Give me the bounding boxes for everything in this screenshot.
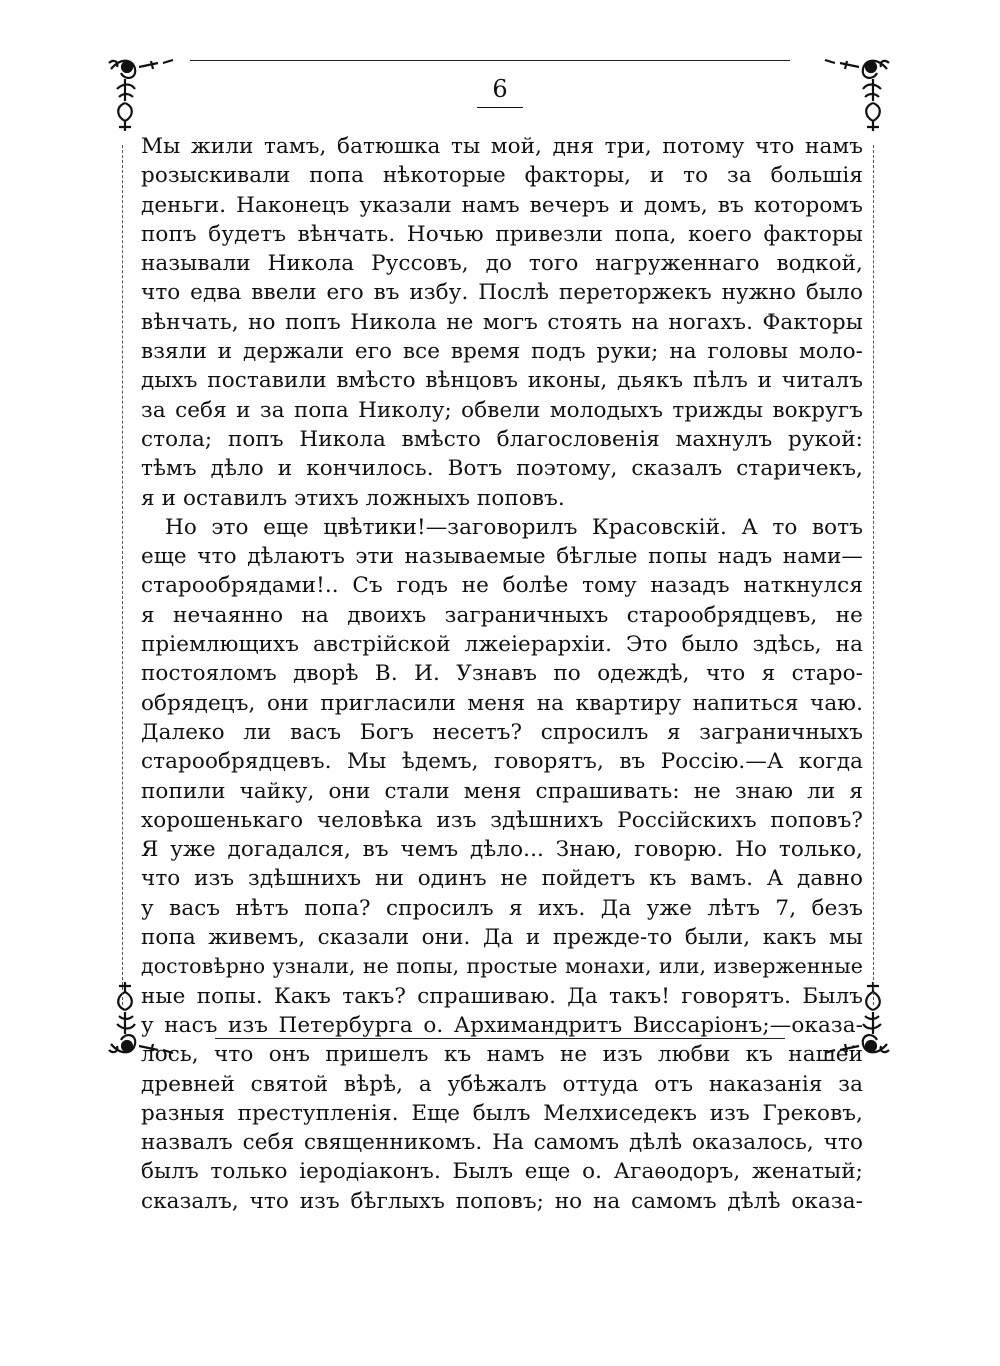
text-line: обрядецъ, они пригласили меня на квартиру напиться чаю.: [141, 690, 863, 716]
text-line: разныя преступленія. Еще былъ Мелхиседекъ изъ Грековъ,: [141, 1100, 863, 1126]
text-line: у насъ изъ Петербурга о. Архимандритъ Виссаріонъ;—оказа-: [141, 1012, 863, 1038]
text-line: Далеко ли васъ Богъ несетъ? спросилъ я заграничныхъ: [141, 719, 863, 745]
text-line: дыхъ поставили вмѣсто вѣнцовъ иконы, дьякъ пѣлъ и читалъ: [141, 368, 863, 394]
text-line: назвалъ себя священникомъ. На самомъ дѣлѣ оказалось, что: [141, 1130, 863, 1156]
text-line: вѣнчать, но попъ Никола не могъ стоять на ногахъ. Факторы: [141, 309, 863, 335]
text-line: постояломъ дворѣ В. И. Узнавъ по одеждѣ, что я старо-: [141, 661, 863, 687]
right-border-rule: [873, 145, 874, 1005]
page-number-underline: [477, 107, 523, 108]
text-line: лось, что онъ пришелъ къ намъ не изъ любви къ нашей: [141, 1042, 863, 1068]
text-line: что едва ввели его въ избу. Послѣ переторжекъ нужно было: [141, 280, 863, 306]
text-line: что изъ здѣшнихъ ни одинъ не пойдетъ къ вамъ. А давно: [141, 866, 863, 892]
text-line: Я уже догадался, въ чемъ дѣло... Знаю, говорю. Но только,: [141, 837, 863, 863]
text-line: пріемлющихъ австрійской лжеіерархіи. Это было здѣсь, на: [141, 632, 863, 658]
corner-ornament-top-right: [815, 55, 895, 135]
text-line: я и оставилъ этихъ ложныхъ поповъ.: [141, 485, 565, 511]
text-line: сказалъ, что изъ бѣглыхъ поповъ; но на самомъ дѣлѣ оказа-: [141, 1188, 863, 1214]
text-line: ные попы. Какъ такъ? спрашиваю. Да такъ! говорятъ. Былъ: [141, 983, 863, 1009]
text-line: взяли и держали его все время подъ руки; на головы моло-: [141, 339, 863, 365]
text-line: еще что дѣлаютъ эти называемые бѣглые попы надъ нами—: [141, 544, 863, 570]
text-line: стола; попъ Никола вмѣсто благословенія махнулъ рукой:: [141, 426, 863, 452]
text-line: старообрядами!.. Съ годъ не болѣе тому назадъ наткнулся: [141, 573, 863, 599]
text-line: попъ будетъ вѣнчать. Ночью привезли попа, коего факторы: [141, 221, 863, 247]
corner-ornament-top-left: [103, 55, 183, 135]
page-number: 6: [492, 75, 508, 103]
text-line: Мы жили тамъ, батюшка ты мой, дня три, потому что намъ: [141, 134, 863, 159]
text-line: былъ только іеродіаконъ. Былъ еще о. Агаѳодоръ, женатый;: [141, 1159, 863, 1185]
top-border-rule: [190, 60, 790, 61]
text-line: я нечаянно на двоихъ заграничныхъ старообрядцевъ, не: [141, 602, 863, 628]
text-line: за себя и за попа Николу; обвели молодыхъ трижды вокругъ: [141, 397, 863, 423]
text-line: попили чайку, они стали меня спрашивать: не знаю ли я: [141, 778, 863, 804]
text-line: называли Никола Руссовъ, до того нагруженнаго водкой,: [141, 251, 863, 277]
text-line: деньги. Наконецъ указали намъ вечеръ и домъ, въ которомъ: [141, 192, 863, 218]
text-line: розыскивали попа нѣкоторые факторы, и то за большія: [141, 163, 863, 189]
text-line: у васъ нѣтъ попа? спросилъ я ихъ. Да уже лѣтъ 7, безъ: [141, 895, 863, 921]
text-line: тѣмъ дѣло и кончилось. Вотъ поэтому, сказалъ старичекъ,: [141, 456, 863, 482]
left-border-rule: [122, 145, 123, 1005]
text-line: старообрядцевъ. Мы ѣдемъ, говорятъ, въ Россію.—А когда: [141, 749, 863, 775]
text-line: Но это еще цвѣтики!—заговорилъ Красовскій. А то вотъ: [165, 514, 863, 540]
text-line: попа живемъ, сказали они. Да и прежде-то были, какъ мы: [141, 925, 863, 951]
text-line: хорошенькаго человѣка изъ здѣшнихъ Россійскихъ поповъ?: [141, 807, 863, 833]
text-line: достовѣрно узнали, не попы, простые монахи, или, изверженные: [141, 954, 863, 979]
body-text: [141, 132, 863, 1216]
text-line: древней святой вѣрѣ, а убѣжалъ оттуда отъ наказанія за: [141, 1071, 863, 1097]
